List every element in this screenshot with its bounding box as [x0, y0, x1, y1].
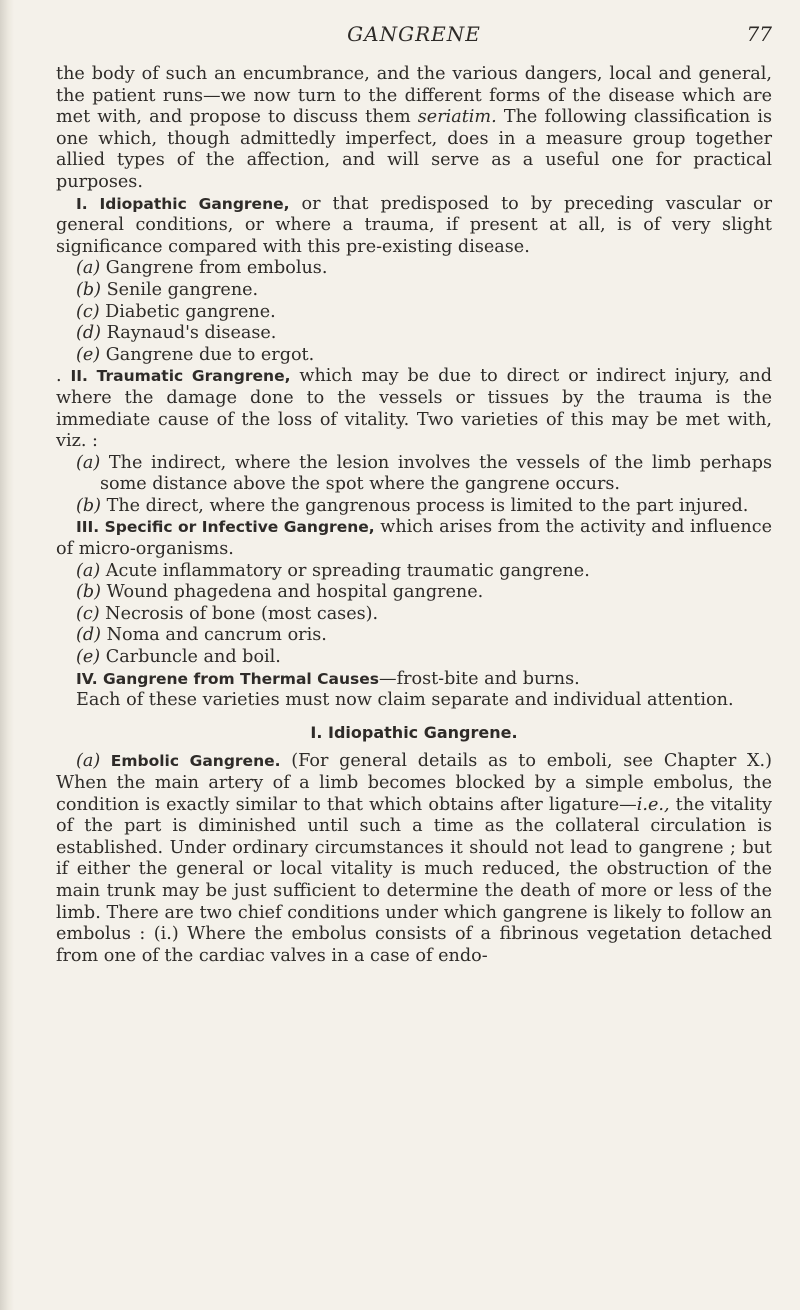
book-page	[56, 22, 772, 967]
section-heading: I. Idiopathic Gangrene.	[310, 722, 518, 742]
paragraph-embolic: (a) Embolic Gangrene. (For general details as to emboli, see Chapter X.) When the main artery of a limb becomes blocked by a simple embolus, the condition is exactly similar to that which obtains after ligature—i.e., the vitality of the part is diminished until such a time as the collateral circulation is established. Under ordinary circumstances it should not lead to gangrene ; but if either the general or local vitality is much reduced, the obstruction of the main trunk may be just sufficient to determine the death of more or less of the limb. There are two chief conditions under which gangrene is likely to follow an embolus : (i.) Where the embolus consists of a fibrinous vegetation detached from one of the cardiac valves in a case of endo-	[56, 751, 772, 966]
list-item: (a) The indirect, where the lesion involves the vessels of the limb perhaps some distance above the spot where the gangrene occurs.	[76, 452, 772, 495]
list-item: (b) The direct, where the gangrenous process is limited to the part injured.	[76, 495, 749, 516]
list-item: (e) Carbuncle and boil.	[76, 647, 281, 668]
page-binding-edge	[0, 0, 14, 1310]
class-label: I. Idiopathic Gangrene,	[76, 194, 290, 213]
class-label: III. Specific or Infective Gangrene,	[76, 518, 375, 537]
list-item: (b) Wound phagedena and hospital gangrene.	[76, 582, 484, 603]
class-label: IV. Gangrene from Thermal Causes	[76, 669, 379, 688]
list-item: (d) Raynaud's disease.	[76, 323, 277, 344]
list-item: (a) Acute inflammatory or spreading traumatic gangrene.	[76, 560, 590, 581]
class-traumatic: . II. Traumatic Grangrene, which may be due to direct or indirect injury, and where the damage done to the vessels or tissues by the trauma is the immediate cause of the loss of vitality. Two varieties of this may be met with, viz. :	[56, 366, 772, 452]
list-item: (a) Gangrene from embolus.	[76, 258, 328, 279]
subsection-label: Embolic Gangrene.	[100, 752, 281, 771]
class-idiopathic: I. Idiopathic Gangrene, or that predisposed to by preceding vascular or general conditions, or where a trauma, if present at all, is of very slight significance compared with this pre-existing disease.	[56, 193, 772, 257]
running-title: GANGRENE	[347, 22, 481, 46]
paragraph-attention: Each of these varieties must now claim separate and individual attention.	[76, 690, 734, 711]
list-item: (b) Senile gangrene.	[76, 279, 259, 300]
list-item: (e) Gangrene due to ergot.	[76, 344, 315, 365]
list-item: (c) Necrosis of bone (most cases).	[76, 603, 379, 624]
page-number: 77	[746, 22, 772, 46]
list-item: (d) Noma and cancrum oris.	[76, 625, 327, 646]
class-infective: III. Specific or Infective Gangrene, which arises from the activity and influence of micro-organisms.	[56, 517, 772, 560]
page-body	[56, 64, 772, 967]
paragraph-intro: the body of such an encumbrance, and the various dangers, local and general, the patient runs—we now turn to the different forms of the disease which are met with, and propose to discuss them seriatim. The following classification is one which, though admittedly imperfect, does in a measure group together allied types of the affection, and will serve as a useful one for practical purposes.	[56, 64, 772, 192]
class-label: II. Traumatic Grangrene,	[70, 367, 291, 386]
class-thermal: IV. Gangrene from Thermal Causes—frost-bite and burns.	[76, 668, 580, 689]
list-item: (c) Diabetic gangrene.	[76, 301, 276, 322]
latin-term: seriatim.	[417, 107, 497, 128]
running-head	[56, 22, 772, 52]
